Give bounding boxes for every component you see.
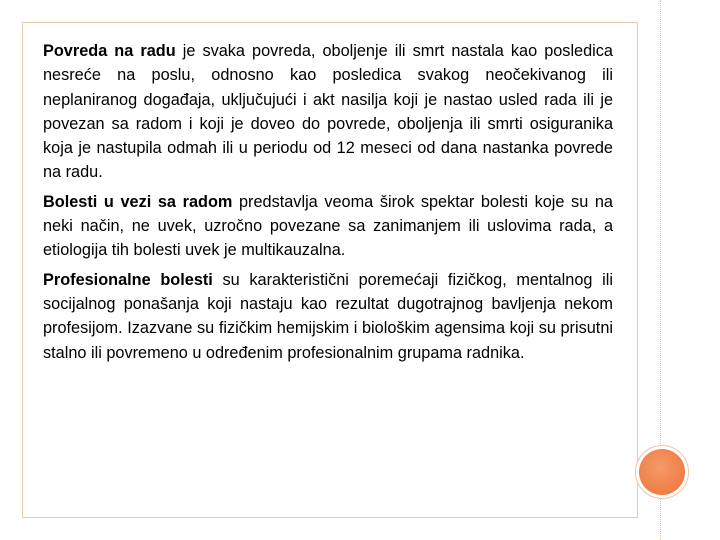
- term-bolesti-u-vezi-sa-radom: Bolesti u vezi sa radom: [43, 192, 233, 211]
- paragraph-bolesti-u-vezi-sa-radom: [43, 190, 613, 263]
- definition-povreda-na-radu: je svaka povreda, oboljenje ili smrt nastala kao posledica nesreće na poslu, odnosno kao posledica svakog neočekivanog ili neplaniranog događaja, uključujući i akt nasilja koji je nastao usled rada ili je povezan sa radom i koji je doveo do povrede, oboljenja ili smrti osiguranika koja je nastupila odmah ili u periodu od 12 meseci od dana nastanka povrede na radu.: [43, 42, 613, 182]
- decorative-circle: [639, 449, 685, 495]
- slide-body: [43, 39, 613, 370]
- definition-profesionalne-bolesti: su karakteristični poremećaji fizičkog, mentalnog ili socijalnog ponašanja koji nastaju kao rezultat dugotrajnog bavljenja nekom profesijom. Izazvane su fizičkim hemijskim i biološkim agensima koji su prisutni stalno ili povremeno u određenim profesionalnim grupama radnika.: [43, 270, 613, 362]
- paragraph-profesionalne-bolesti: [43, 268, 613, 365]
- definition-bolesti-u-vezi-sa-radom: predstavlja veoma širok spektar bolesti koje su na neki način, ne uvek, uzročno povezane sa zanimanjem ili uslovima rada, a etiologija tih bolesti uvek je multikauzalna.: [43, 192, 613, 260]
- term-povreda-na-radu: Povreda na radu: [43, 42, 176, 60]
- paragraph-povreda-na-radu: [43, 39, 613, 185]
- term-profesionalne-bolesti: Profesionalne bolesti: [43, 270, 213, 289]
